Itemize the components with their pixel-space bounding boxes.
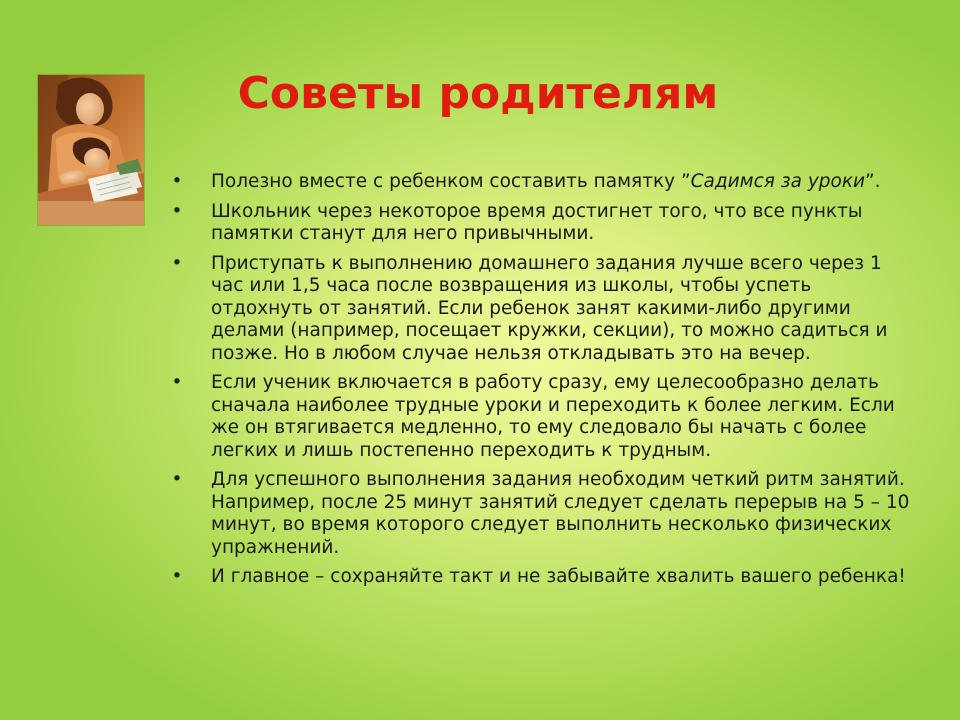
bullet: • <box>171 200 183 222</box>
tip-text: Школьник через некоторое время достигнет того, что все пункты памятки станут для него привычными. <box>211 200 863 244</box>
bullet: • <box>171 252 183 274</box>
bullet: • <box>171 372 183 393</box>
tip-item <box>170 201 910 246</box>
tip-text: Полезно вместе с ребенком составить памятку ” <box>211 171 691 192</box>
tip-item <box>170 253 910 366</box>
tip-text: Приступать к выполнению домашнего задания лучше всего через 1 час или 1,5 часа после возвращения из школы, чтобы успеть отдохнуть от занятий. Если ребенок занят какими-либо другими делами (например, посещает кружки, секции), то можно садиться и позже. Но в любом случае нельзя откладывать это на вечер. <box>211 252 888 364</box>
bullet: • <box>171 566 183 587</box>
tip-text: Для успешного выполнения задания необходим четкий ритм занятий. Например, после 25 минут занятий следует сделать перерыв на 5 – 10 минут, во время которого следует выполнить несколько физических упражнений. <box>211 469 910 558</box>
tip-item <box>170 171 910 194</box>
tip-text: Если ученик включается в работу сразу, ему целесообразно делать сначала наиболее трудные уроки и переходить к более легким. Если же он втягивается медленно, то ему следовало бы начать с более легких и лишь постепенно переходить к трудным. <box>211 372 895 461</box>
slide-title: Советы родителям <box>237 68 719 119</box>
tip-item <box>170 566 910 589</box>
tip-item <box>170 372 910 462</box>
bullet: • <box>171 171 183 192</box>
tips-list <box>170 171 910 596</box>
bullet: • <box>171 469 183 490</box>
tip-text: И главное – сохраняйте такт и не забывайте хвалить вашего ребенка! <box>211 566 906 587</box>
tip-text-italic: Садимся за уроки <box>690 171 866 192</box>
tip-text-end: ”. <box>865 171 881 192</box>
tip-item <box>170 469 910 559</box>
